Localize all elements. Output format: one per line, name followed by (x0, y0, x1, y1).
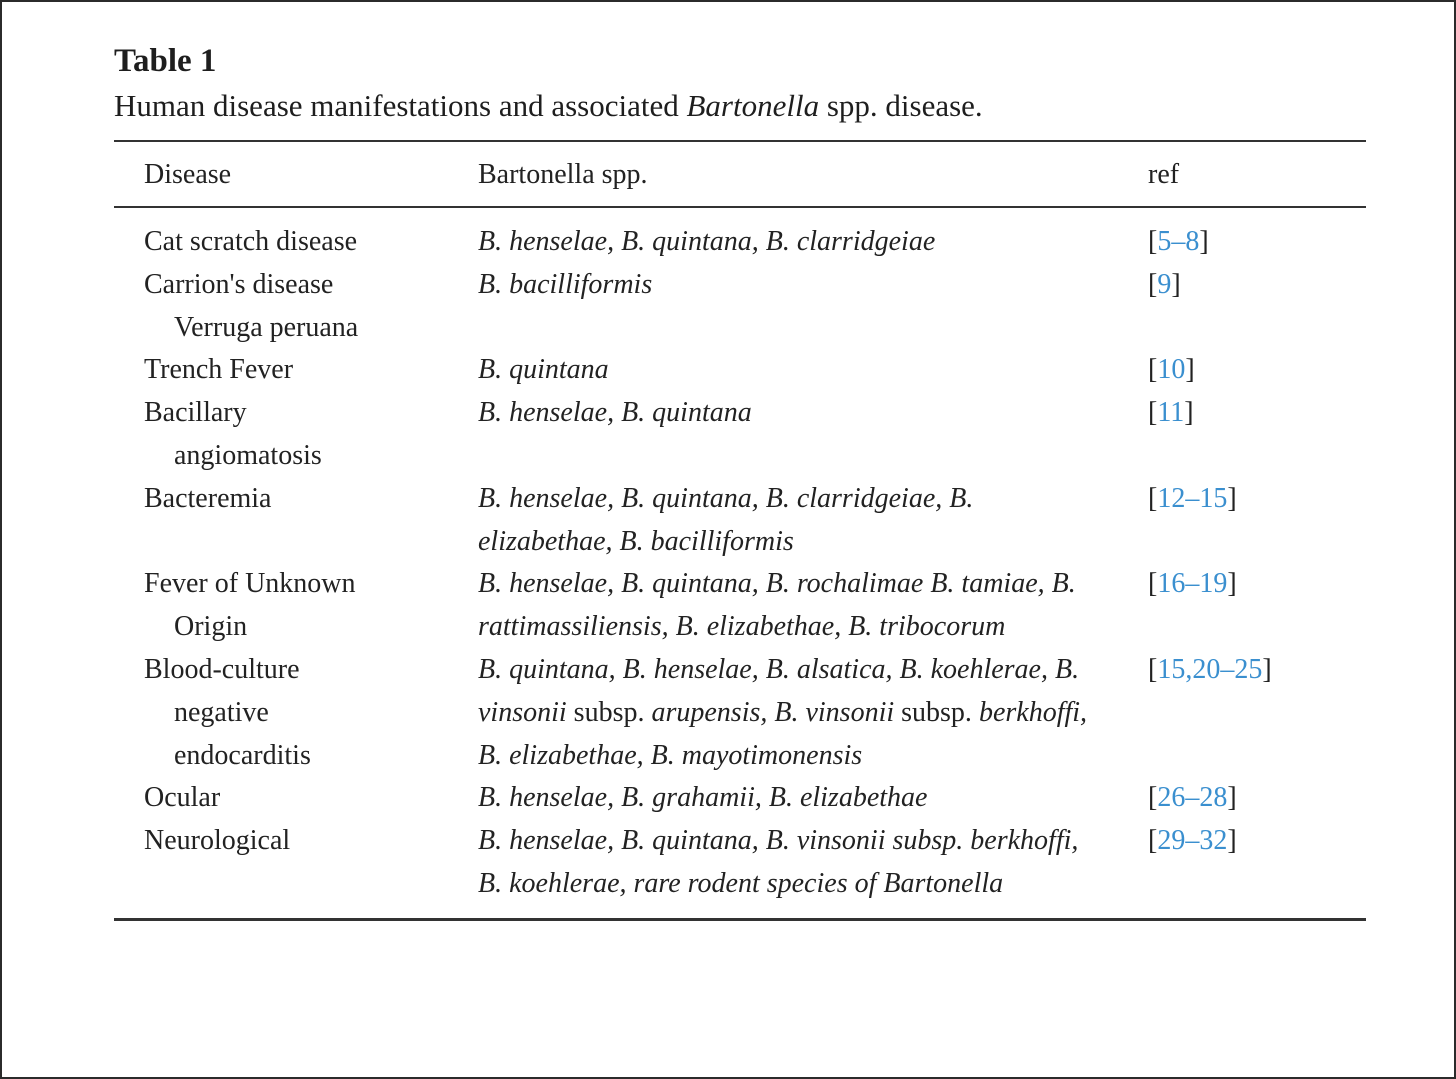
table-row (114, 349, 1366, 392)
bracket-open: [ (1148, 268, 1158, 300)
reference-link[interactable]: 11 (1157, 397, 1185, 429)
species-text: arupensis, B. vinsonii (644, 696, 902, 728)
reference-link[interactable]: 15,20–25 (1157, 653, 1263, 685)
disease-name-line: Blood-culture (144, 653, 300, 685)
bracket-close: ] (1199, 226, 1209, 257)
header-row (114, 142, 1366, 206)
bracket-open: [ (1148, 226, 1158, 257)
table-row (114, 264, 1366, 350)
disease-name-line: Neurological (144, 825, 291, 857)
caption-genus: Bartonella (686, 88, 820, 123)
species-cell: B. henselae, B. quintana, B. clarridgeiae (478, 226, 936, 257)
ref-cell (1148, 478, 1366, 564)
ref-cell (1148, 777, 1366, 820)
disease-name-line: Origin (174, 611, 248, 643)
bracket-close: ] (1227, 782, 1237, 814)
table-row (114, 563, 1366, 649)
table-figure (114, 40, 1366, 921)
disease-name-line: Cat scratch disease (144, 226, 358, 257)
species-cell (478, 649, 1148, 777)
reference-link[interactable]: 10 (1157, 354, 1186, 386)
disease-cell (114, 777, 478, 820)
reference-link[interactable]: 16–19 (1157, 568, 1228, 600)
disease-name-line: Bacteremia (144, 482, 272, 514)
column-header-disease: Disease (144, 159, 232, 190)
bracket-close: ] (1227, 825, 1237, 857)
column-header-species: Bartonella spp. (478, 159, 648, 190)
disease-cell (114, 649, 478, 777)
table-body (114, 208, 1366, 906)
bottom-rule (114, 918, 1366, 921)
ref-cell (1148, 349, 1366, 392)
bracket-close: ] (1227, 482, 1237, 514)
ref-cell (1148, 649, 1366, 777)
table-caption (114, 86, 1366, 126)
caption-text-after: spp. disease. (819, 88, 983, 123)
ref-cell (1148, 264, 1366, 350)
table-row (114, 392, 1366, 478)
table-row (114, 820, 1366, 906)
bracket-open: [ (1148, 397, 1158, 429)
disease-name-line: Verruga peruana (174, 311, 359, 343)
table-row (114, 478, 1366, 564)
bracket-open: [ (1148, 354, 1158, 386)
species-text: B. quintana, B. henselae, B. alsatica, B. koehlerae, B. vinsonii (478, 653, 1080, 728)
ref-cell (1148, 392, 1366, 478)
table-row (114, 649, 1366, 777)
column-header-ref: ref (1148, 159, 1180, 190)
disease-cell (114, 563, 478, 649)
disease-name-line: Bacillary (144, 397, 247, 429)
bracket-close: ] (1171, 268, 1181, 300)
disease-cell (114, 264, 478, 350)
reference-link[interactable]: 12–15 (1157, 482, 1228, 514)
disease-name-line: angiomatosis (174, 439, 322, 471)
disease-name-line: Trench Fever (144, 354, 294, 386)
species-cell: B. henselae, B. quintana, B. rochalimae B. tamiae, B. rattimassiliensis, B. elizabethae, B. tribocorum (478, 568, 1076, 643)
reference-link[interactable]: 9 (1157, 268, 1172, 300)
bracket-close: ] (1184, 397, 1194, 429)
species-cell: B. henselae, B. quintana (478, 397, 752, 429)
bracket-open: [ (1148, 482, 1158, 514)
disease-name-line: Ocular (144, 782, 221, 814)
disease-cell (114, 208, 478, 264)
reference-link[interactable]: 26–28 (1157, 782, 1228, 814)
ref-cell (1148, 208, 1366, 264)
reference-link[interactable]: 5–8 (1157, 226, 1200, 257)
reference-link[interactable]: 29–32 (1157, 825, 1228, 857)
species-cell: B. henselae, B. quintana, B. vinsonii subsp. berkhoffi, B. koehlerae, rare rodent species of Bartonella (478, 825, 1079, 899)
bracket-open: [ (1148, 653, 1158, 685)
bracket-close: ] (1227, 568, 1237, 600)
species-cell: B. henselae, B. quintana, B. clarridgeiae, B. elizabethae, B. bacilliformis (478, 482, 974, 557)
bracket-open: [ (1148, 825, 1158, 857)
species-text: berkhoffi, B. elizabethae, B. mayotimonensis (478, 696, 1088, 771)
disease-cell (114, 478, 478, 564)
caption-text-before: Human disease manifestations and associated (114, 88, 687, 123)
disease-cell (114, 392, 478, 478)
subspecies-abbrev: subsp. (573, 696, 645, 728)
ref-cell (1148, 563, 1366, 649)
disease-name-line: endocarditis (174, 739, 311, 771)
table-row (114, 777, 1366, 820)
table-row (114, 208, 1366, 264)
table-label: Table 1 (114, 43, 217, 79)
disease-cell (114, 349, 478, 392)
disease-name-line: negative (174, 696, 269, 728)
bracket-open: [ (1148, 782, 1158, 814)
bracket-close: ] (1262, 653, 1272, 685)
disease-name-line: Carrion's disease (144, 268, 334, 300)
species-cell: B. quintana (478, 354, 609, 386)
subspecies-abbrev: subsp. (901, 696, 972, 728)
species-cell: B. henselae, B. grahamii, B. elizabethae (478, 782, 928, 814)
bracket-open: [ (1148, 568, 1158, 600)
bracket-close: ] (1185, 354, 1195, 386)
disease-cell (114, 820, 478, 906)
disease-name-line: Fever of Unknown (144, 568, 356, 600)
disease-table (114, 142, 1366, 906)
ref-cell (1148, 820, 1366, 906)
species-cell: B. bacilliformis (478, 268, 653, 300)
